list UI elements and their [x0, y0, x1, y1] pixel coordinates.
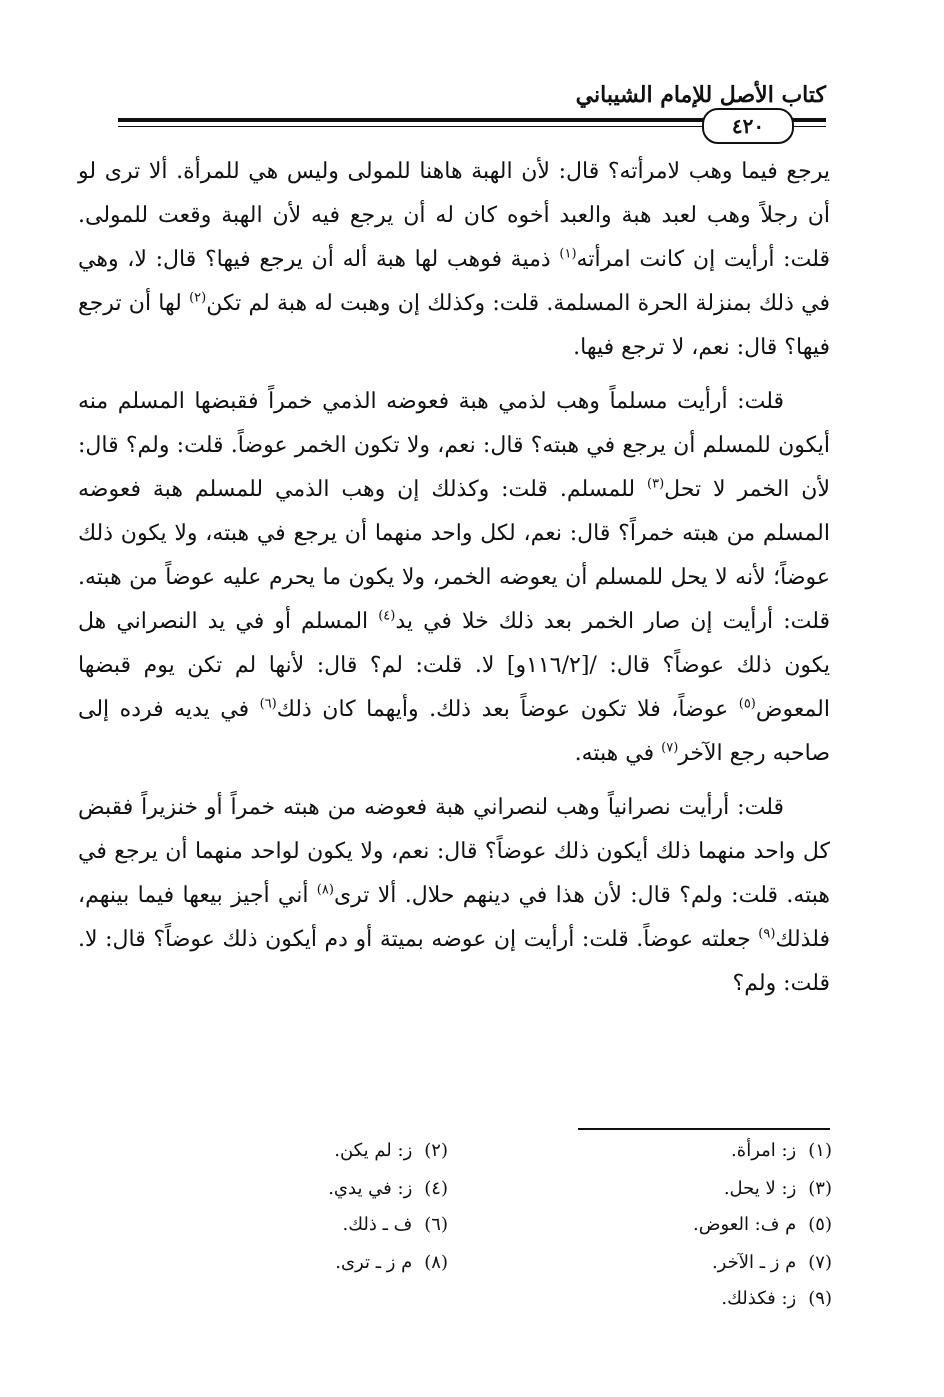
footnote-ref: (٧)	[661, 740, 679, 756]
paragraph-1	[78, 150, 830, 370]
page-number: ٤٢٠	[702, 108, 794, 144]
paragraph-2	[78, 380, 830, 776]
footnote-number: (٢)	[424, 1140, 448, 1161]
main-text	[78, 150, 830, 1006]
footnote-ref: (٨)	[316, 882, 334, 898]
footnote-8	[335, 1252, 448, 1273]
text-run: يرجع فيما وهب لامرأته؟ قال: لأن الهبة هاهنا للمولى وليس هي للمرأة. ألا ترى لو أن رجلاً وهب لعبد هبة والعبد أخوه كان له أن يرجع فيه لأن الهبة وقعت للمولى. قلت: أرأيت إن كانت امرأته	[78, 159, 830, 272]
text-run: ذمية فوهب لها هبة أله أن يرجع فيها؟ قال: لا، وهي في ذلك بمنزلة الحرة المسلمة. قلت: وكذلك إن وهبت له هبة لم تكن	[78, 247, 830, 316]
footnote-number: (٨)	[424, 1252, 448, 1273]
footnote-separator	[578, 1128, 830, 1130]
text-run: في هبته.	[574, 741, 662, 766]
footnote-number: (٤)	[424, 1178, 448, 1199]
footnote-ref: (٤)	[378, 608, 396, 624]
footnote-number: (٦)	[424, 1214, 448, 1235]
footnote-text: ز: امرأة.	[731, 1140, 797, 1161]
text-run: المسلم أو في يد النصراني هل يكون ذلك عوضاً؟ قال: /[١١٦/٢و] لا. قلت: لم؟ قال: لأنها لم تكن يوم قبضها المعوض	[78, 609, 830, 722]
footnote-number: (٧)	[808, 1252, 832, 1273]
running-title: كتاب الأصل للإمام الشيباني	[575, 82, 826, 108]
text-run: في يديه فرده إلى صاحبه رجع الآخر	[78, 697, 830, 766]
footnote-number: (١)	[808, 1140, 832, 1161]
footnote-ref: (٥)	[738, 696, 756, 712]
footnote-1	[731, 1140, 832, 1161]
footnote-text: م ف: العوض.	[693, 1214, 797, 1235]
footnote-2	[334, 1140, 448, 1161]
footnote-4	[328, 1178, 448, 1199]
footnote-ref: (٣)	[647, 476, 665, 492]
footnote-text: ف ـ ذلك.	[342, 1214, 413, 1235]
text-run: قلت: أرأيت مسلماً وهب لذمي هبة فعوضه الذمي خمراً فقبضها المسلم منه أيكون للمسلم أن يرجع في هبته؟ قال: نعم، ولا تكون الخمر عوضاً. قلت: ولم؟ قال: لأن الخمر لا تحل	[78, 389, 831, 502]
footnote-text: م ز ـ الآخر.	[711, 1252, 797, 1273]
footnote-9	[721, 1288, 832, 1309]
text-run: للمسلم. قلت: وكذلك إن وهب الذمي للمسلم هبة فعوضه المسلم من هبته خمراً؟ قال: نعم، لكل واحد منهما أن يرجع في هبته، ولا يكون ذلك عوضاً؛ لأنه لا يحل للمسلم أن يعوضه الخمر، ولا يكون ما يحرم عليه عوضاً من هبته. قلت: أرأيت إن صار الخمر بعد ذلك خلا في يد	[78, 477, 831, 634]
footnote-text: ز: فكذلك.	[721, 1288, 797, 1309]
footnote-ref: (١)	[559, 246, 577, 262]
text-run: لها أن ترجع فيها؟ قال: نعم، لا ترجع فيها.	[78, 291, 830, 360]
paragraph-3	[78, 786, 830, 1006]
footnote-text: ز: لم يكن.	[334, 1140, 413, 1161]
footnote-6	[342, 1214, 448, 1235]
footnote-7	[712, 1252, 832, 1273]
footnote-ref: (٩)	[758, 926, 776, 942]
footnote-text: ز: في يدي.	[328, 1178, 413, 1199]
footnote-ref: (٦)	[259, 696, 277, 712]
text-run: قلت: أرأيت نصرانياً وهب لنصراني هبة فعوضه من هبته خمراً أو خنزيراً فقبض كل واحد منهما ذلك أيكون ذلك عوضاً؟ قال: نعم، ولا يكون لواحد منهما أن يرجع في هبته. قلت: ولم؟ قال: لأن هذا في دينهم حلال. ألا ترى	[78, 795, 830, 908]
footnote-text: ز: لا يحل.	[723, 1178, 797, 1199]
text-run: جعلته عوضاً. قلت: أرأيت إن عوضه بميتة أو دم أيكون ذلك عوضاً؟ قال: لا. قلت: ولم؟	[78, 927, 830, 996]
text-run: عوضاً، فلا تكون عوضاً بعد ذلك. وأيهما كان ذلك	[276, 697, 739, 722]
footnote-3	[724, 1178, 832, 1199]
footnote-text: م ز ـ ترى.	[335, 1252, 413, 1273]
text-run: أني أجيز بيعها فيما بينهم، فلذلك	[78, 883, 830, 952]
footnote-number: (٥)	[808, 1214, 832, 1235]
footnote-5	[693, 1214, 832, 1235]
footnote-number: (٣)	[808, 1178, 832, 1199]
footnote-ref: (٢)	[189, 290, 207, 306]
footnote-number: (٩)	[808, 1288, 832, 1309]
